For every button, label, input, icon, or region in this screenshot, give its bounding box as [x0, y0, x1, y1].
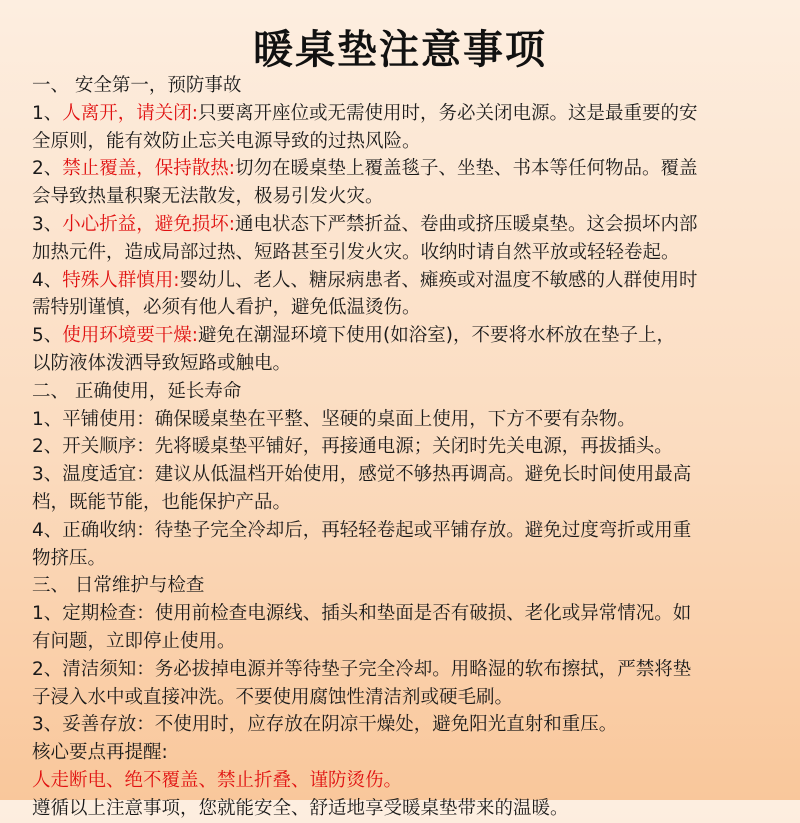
item-number: 3、: [32, 213, 63, 235]
list-item: [32, 433, 776, 461]
item-text: 3、妥善存放：不使用时，应存放在阴凉干燥处，避免阳光直射和重压。: [32, 714, 618, 736]
item-highlight: 使用环境要干燥:: [62, 325, 199, 347]
list-item: [32, 267, 776, 323]
item-text: 婴幼儿、老人、糖尿病患者、瘫痪或对温度不敏感的人群使用时: [179, 269, 698, 291]
item-text-continued: 全原则，能有效防止忘关电源导致的过热风险。: [32, 130, 421, 152]
notice-content: [32, 72, 776, 823]
item-text-continued: 子浸入水中或直接冲洗。不要使用腐蚀性清洁剂或硬毛刷。: [32, 686, 514, 708]
item-text: 通电状态下严禁折益、卷曲或挤压暖桌垫。这会损坏内部: [235, 213, 698, 235]
list-item: [32, 600, 776, 656]
item-text-continued: 以防液体泼洒导致短路或触电。: [32, 352, 292, 374]
item-number: 5、: [32, 325, 63, 347]
item-text: 2、清洁须知：务必拔掉电源并等待垫子完全冷却。用略湿的软布擦拭，严禁将垫: [32, 658, 692, 680]
item-text-continued: 档，既能节能，也能保护产品。: [32, 491, 292, 513]
list-item: [32, 322, 776, 378]
list-item: [32, 517, 776, 573]
item-text: 切勿在暖桌垫上覆盖毯子、坐垫、书本等任何物品。覆盖: [235, 158, 698, 180]
list-item: [32, 211, 776, 267]
item-highlight: 特殊人群慎用:: [62, 269, 180, 291]
summary-key-points: 人走断电、绝不覆盖、禁止折叠、谨防烫伤。: [32, 769, 403, 791]
item-number: 4、: [32, 269, 63, 291]
item-text: 3、温度适宜：建议从低温档开始使用，感觉不够热再调高。避免长时间使用最高: [32, 464, 692, 486]
item-text: 2、开关顺序：先将暖桌垫平铺好，再接通电源；关闭时先关电源，再拔插头。: [32, 436, 673, 458]
item-text: 只要离开座位或无需使用时，务必关闭电源。这是最重要的安: [198, 102, 698, 124]
item-text-continued: 有问题，立即停止使用。: [32, 630, 236, 652]
closing-text: 遵循以上注意事项，您就能安全、舒适地享受暖桌垫带来的温暖。: [32, 797, 569, 819]
item-number: 1、: [32, 102, 63, 124]
item-text: 4、正确收纳：待垫子完全冷却后，再轻轻卷起或平铺存放。避免过度弯折或用重: [32, 519, 692, 541]
list-item: [32, 100, 776, 156]
list-item: [32, 461, 776, 517]
item-number: 2、: [32, 158, 63, 180]
item-text-continued: 物挤压。: [32, 547, 107, 569]
item-highlight: 人离开，请关闭:: [62, 102, 199, 124]
list-item: [32, 656, 776, 712]
section-heading-maintenance: 三、 日常维护与检查: [32, 575, 205, 597]
item-text-continued: 加热元件，造成局部过热、短路甚至引发火灾。收纳时请自然平放或轻轻卷起。: [32, 241, 680, 263]
item-highlight: 禁止覆盖，保持散热:: [62, 158, 236, 180]
list-item: [32, 711, 776, 739]
section-heading-usage: 二、 正确使用，延长寿命: [32, 380, 242, 402]
section-heading-safety: 一、 安全第一，预防事故: [32, 75, 242, 96]
summary-heading: 核心要点再提醒:: [32, 742, 168, 764]
item-text: 避免在潮湿环境下使用(如浴室)，不要将水杯放在垫子上，: [198, 325, 675, 347]
item-text-continued: 会导致热量积聚无法散发，极易引发火灾。: [32, 186, 384, 208]
list-item: [32, 155, 776, 211]
item-text: 1、定期检查：使用前检查电源线、插头和垫面是否有破损、老化或异常情况。如: [32, 603, 692, 625]
item-text: 1、平铺使用：确保暖桌垫在平整、坚硬的桌面上使用，下方不要有杂物。: [32, 408, 636, 430]
item-highlight: 小心折益，避免损坏:: [62, 213, 236, 235]
page-title: 暖桌垫注意事项: [253, 27, 547, 73]
item-text-continued: 需特别谨慎，必须有他人看护，避免低温烫伤。: [32, 297, 421, 319]
list-item: [32, 406, 776, 434]
